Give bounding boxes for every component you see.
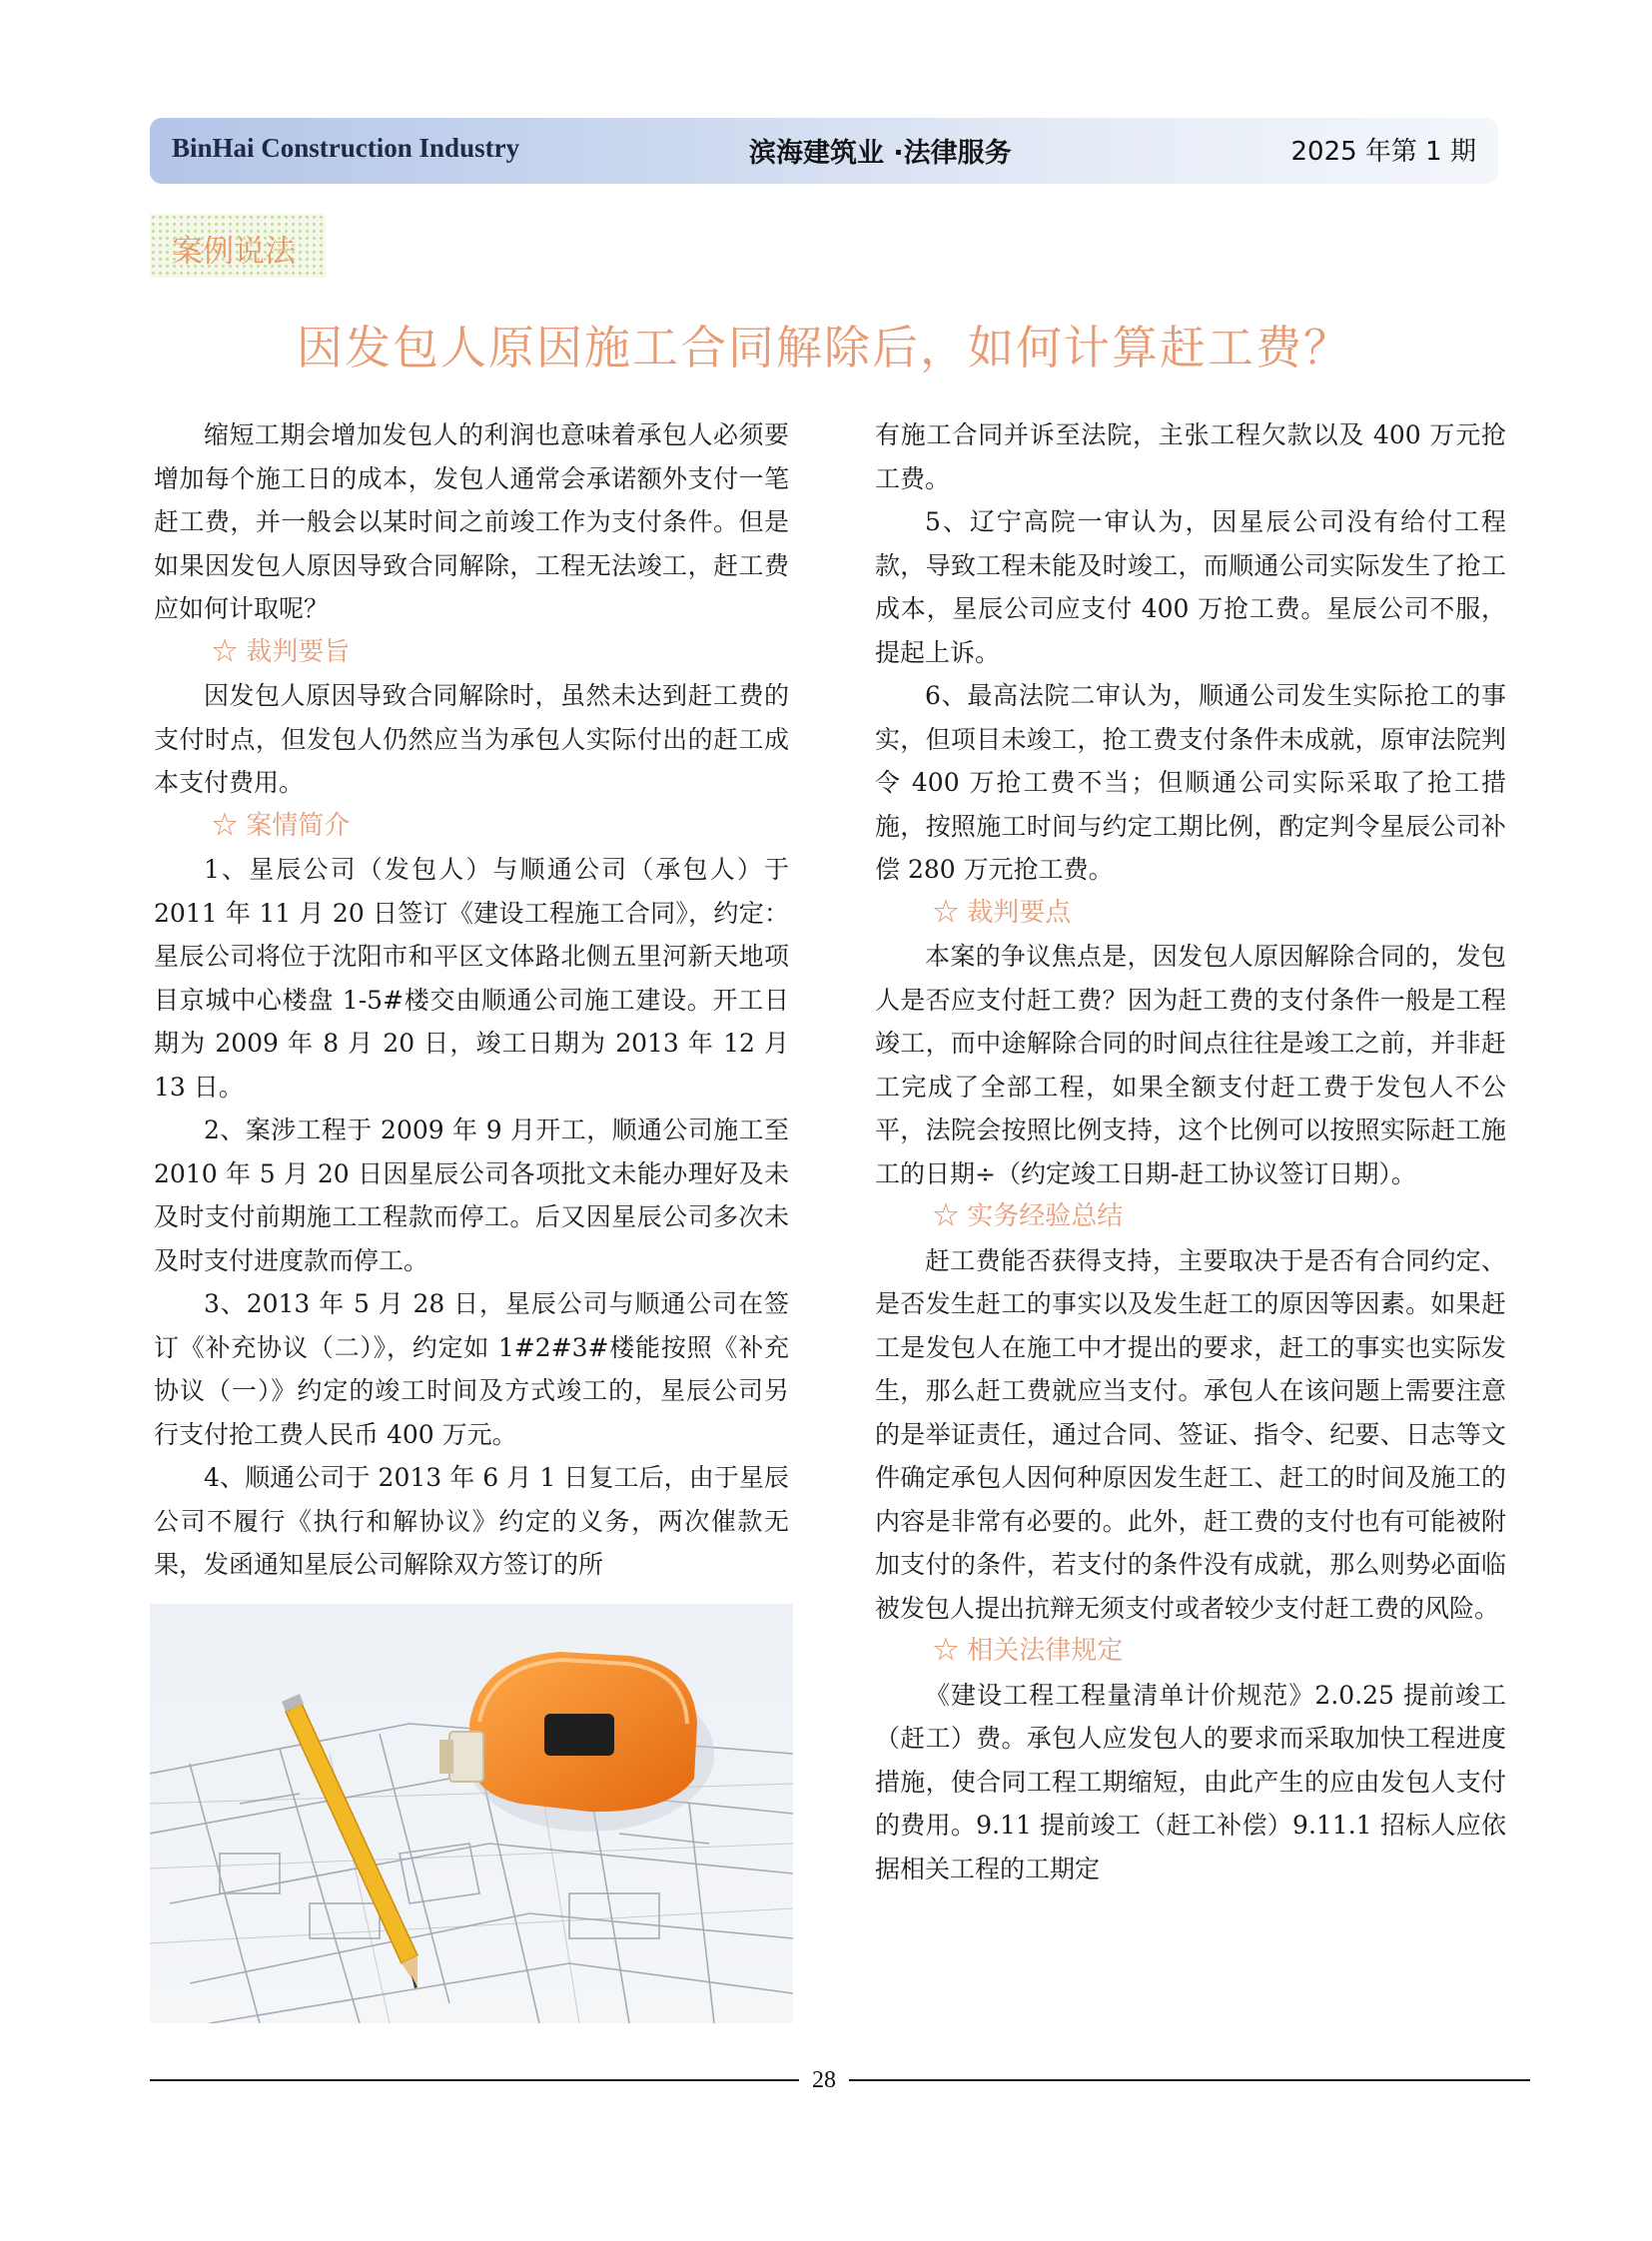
body-paragraph: 本案的争议焦点是，因发包人原因解除合同的，发包人是否应支付赶工费？因为赶工费的支付条件一般是工程竣工，而中途解除合同的时间点往往是竣工之前，并非赶工完成了全部工程，如果全额支付赶工费于发包人不公平，法院会按照比例支持，这个比例可以按照实际赶工施工的日期÷（约定竣工日期-赶工协议签订日期）。 — [875, 942, 1506, 1188]
section-tag-label: 案例说法 — [172, 234, 296, 270]
header-bar — [150, 118, 1498, 184]
body-paragraph: 1、星辰公司（发包人）与顺通公司（承包人）于 2011 年 11 月 20 日签订《建设工程施工合同》，约定：星辰公司将位于沈阳市和平区文体路北侧五里河新天地项目京城中心楼盘 1-5#楼交由顺通公司施工建设。开工日期为 2009 年 8 月 20 日，竣工日期为 2013 年 12 月 13 日。 — [154, 855, 789, 1102]
header-issue: 2025 年第 1 期 — [1290, 137, 1476, 167]
body-paragraph: 4、顺通公司于 2013 年 6 月 1 日复工后，由于星辰公司不履行《执行和解协议》约定的义务，两次催款无果，发函通知星辰公司解除双方签订的所 — [154, 1463, 789, 1579]
header-publication-name: BinHai Construction Industry — [172, 133, 520, 163]
tape-measure-blueprint-photo — [150, 1604, 793, 2023]
body-paragraph: 3、2013 年 5 月 28 日，星辰公司与顺通公司在签订《补充协议（二）》，约定如 1#2#3#楼能按照《补充协议（一）》约定的竣工时间及方式竣工的，星辰公司另行支付抢工费人民币 400 万元。 — [154, 1289, 789, 1449]
article-title: 因发包人原因施工合同解除后，如何计算赶工费？ — [297, 321, 1351, 374]
body-paragraph: 6、最高法院二审认为，顺通公司发生实际抢工的事实，但项目未竣工，抢工费支付条件未成就，原审法院判令 400 万抢工费不当；但顺通公司实际采取了抢工措施，按照施工时间与约定工期比例，酌定判令星辰公司补偿 280 万元抢工费。 — [875, 681, 1506, 884]
footer-rule-right — [849, 2079, 1530, 2081]
body-paragraph: 《建设工程工程量清单计价规范》2.0.25 提前竣工（赶工）费。承包人应发包人的要求而采取加快工程进度措施，使合同工程工期缩短，由此产生的应由发包人支付的费用。9.11 提前竣工（赶工补偿）9.11.1 招标人应依据相关工程的工期定 — [875, 1680, 1506, 1883]
section-subheading: ☆ 相关法律规定 — [933, 1636, 1124, 1666]
section-tag — [150, 214, 326, 278]
body-paragraph: 2、案涉工程于 2009 年 9 月开工，顺通公司施工至 2010 年 5 月 20 日因星辰公司各项批文未能办理好及未及时支付前期施工工程款而停工。后又因星辰公司多次未及时支付进度款而停工。 — [154, 1116, 789, 1275]
photo-illustration — [150, 1604, 793, 2023]
footer-rule-left — [150, 2079, 799, 2081]
right-column — [875, 413, 1506, 1890]
header-column-name: 滨海建筑业 ·法律服务 — [749, 138, 1012, 169]
page-number: 28 — [812, 2067, 836, 2093]
section-subheading: ☆ 实务经验总结 — [933, 1201, 1124, 1231]
body-paragraph-continued: 有施工合同并诉至法院，主张工程欠款以及 400 万元抢工费。 — [875, 420, 1506, 493]
left-column — [154, 413, 789, 1587]
body-paragraph: 赶工费能否获得支持，主要取决于是否有合同约定、是否发生赶工的事实以及发生赶工的原因等因素。如果赶工是发包人在施工中才提出的要求，赶工的事实也实际发生，那么赶工费就应当支付。承包人在该问题上需要注意的是举证责任，通过合同、签证、指令、纪要、日志等文件确定承包人因何种原因发生赶工、赶工的时间及施工的内容是非常有必要的。此外，赶工费的支付也有可能被附加支付的条件，若支付的条件没有成就，那么则势必面临被发包人提出抗辩无须支付或者较少支付赶工费的风险。 — [875, 1245, 1506, 1623]
section-subheading: ☆ 裁判要旨 — [212, 636, 351, 667]
body-paragraph: 5、辽宁高院一审认为，因星辰公司没有给付工程款，导致工程未能及时竣工，而顺通公司实际发生了抢工成本，星辰公司应支付 400 万抢工费。星辰公司不服，提起上诉。 — [875, 507, 1506, 667]
section-subheading: ☆ 裁判要点 — [933, 897, 1072, 928]
section-subheading: ☆ 案情简介 — [212, 810, 351, 841]
body-paragraph: 缩短工期会增加发包人的利润也意味着承包人必须要增加每个施工日的成本，发包人通常会承诺额外支付一笔赶工费，并一般会以某时间之前竣工作为支付条件。但是如果因发包人原因导致合同解除，工程无法竣工，赶工费应如何计取呢？ — [154, 420, 789, 623]
body-paragraph: 因发包人原因导致合同解除时，虽然未达到赶工费的支付时点，但发包人仍然应当为承包人实际付出的赶工成本支付费用。 — [154, 681, 789, 797]
